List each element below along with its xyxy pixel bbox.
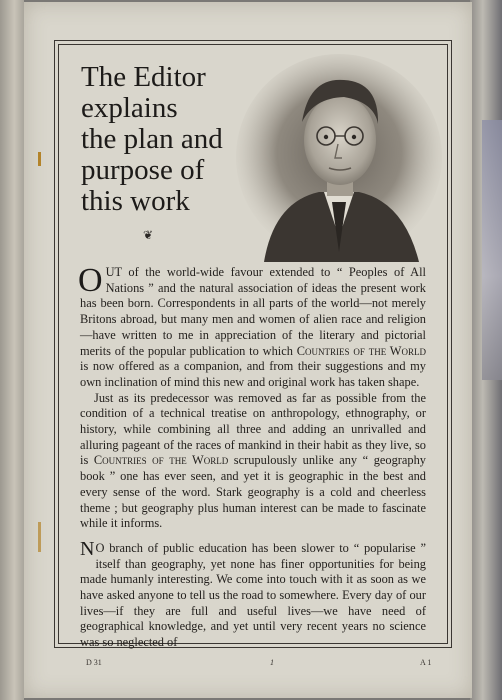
title-line: The Editor (81, 61, 206, 93)
page-number: 1 (270, 658, 274, 667)
title-line: purpose of (81, 154, 205, 186)
margin-stain (38, 152, 41, 166)
signature-mark-right: A 1 (420, 658, 432, 667)
book-page (24, 2, 472, 698)
paragraph-text: UT of the world-wide favour extended to “ Peoples of All Nations ” and the natural association of ideas the present work has been born. Correspondents in all parts of the world—not merely Britons abroad, but many men and women of alien race and religion—have written to me in appreciation of the literary and pictorial merits of the popular publication to which (80, 265, 426, 358)
adjacent-page-fragment (482, 120, 502, 380)
paragraph-text: is now offered as a companion, and from their suggestions and my own inclination of mind this new and original work has taken shape. (80, 359, 426, 389)
publication-title: Countries of the World (296, 343, 426, 358)
signature-mark-left: D 31 (86, 658, 102, 667)
article-body (80, 264, 426, 651)
paragraph (80, 264, 426, 391)
paragraph (80, 537, 426, 651)
title-line: the plan and (81, 123, 223, 155)
scan-background-left (0, 0, 24, 700)
paragraph-text: scrupulously unlike any “ geography book ” one has ever seen, and yet it is geographic in the best and every sense of the word. Stark geography is a cold and cheerless theme ; but geography plus human interest can be made to fascinate while it informs. (80, 453, 426, 531)
paragraph (80, 391, 426, 532)
drop-cap: N (80, 537, 95, 560)
margin-stain (38, 522, 41, 552)
title-line: explains (81, 92, 178, 124)
publication-title: Countries of the World (93, 453, 229, 468)
drop-cap: O (78, 262, 103, 299)
title-line: this work (81, 185, 190, 217)
editor-portrait (234, 52, 444, 262)
paragraph-text: O branch of public education has been slower to “ popularise ” itself than geography, yet none has finer opportunities for being made humanly interesting. We come into touch with it as soon as we have asked anyone to tell us the road to somewhere. Every day of our lives—if they are full and useful lives—we have need of geographical knowledge, and yet until very recent years no science was so neglected of (80, 540, 426, 650)
fleuron-ornament: ❦ (143, 228, 154, 242)
paragraph-text: Just as its predecessor was removed as far as possible from the condition of a technical treatise on anthropology, ethnography, or history, while combining all three and adding an unrivalled and alluring pageant of the races of mankind in their habit as they live, so is (80, 390, 426, 468)
